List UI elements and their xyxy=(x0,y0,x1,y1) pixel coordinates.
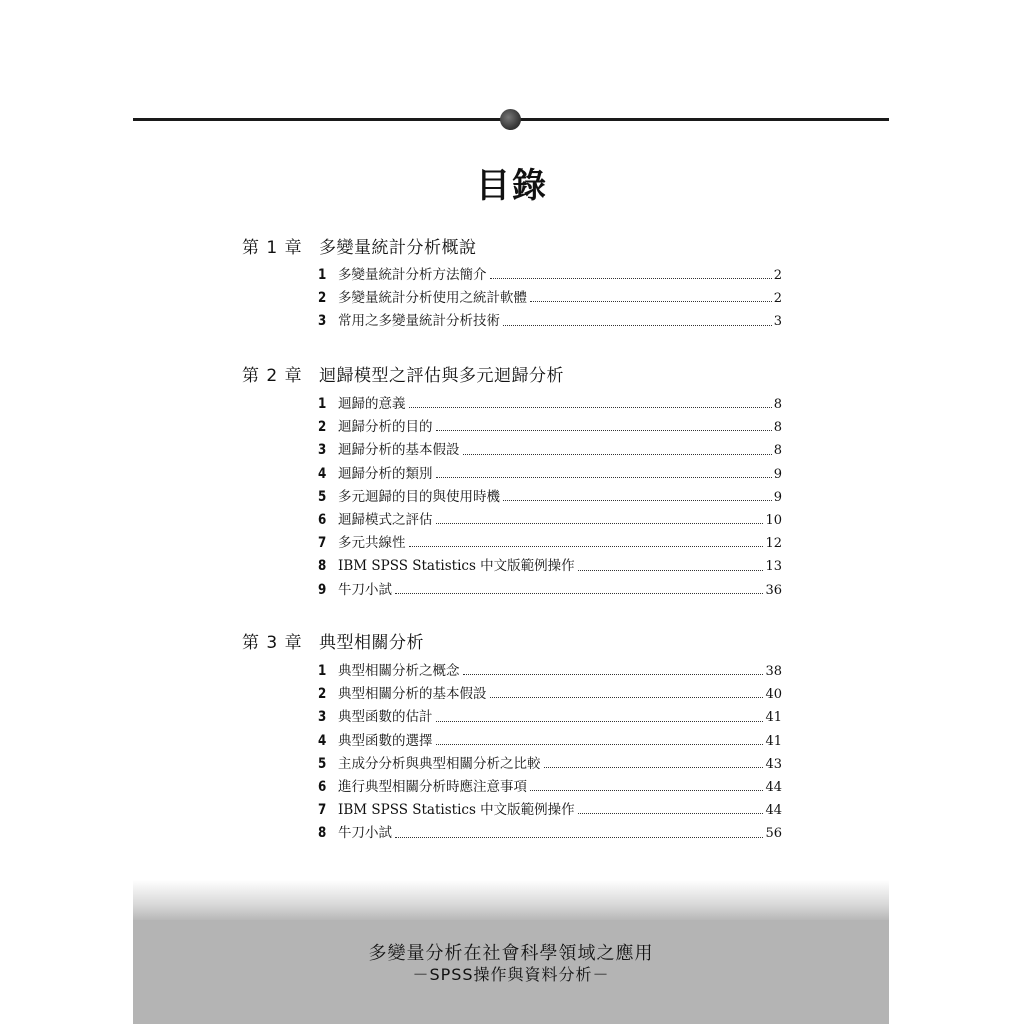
toc-entry[interactable] xyxy=(318,705,782,728)
chapter-label: 第 3 章 xyxy=(242,633,303,653)
entry-title: 牛刀小試 xyxy=(338,581,392,598)
entry-page: 40 xyxy=(765,687,782,703)
entry-page: 10 xyxy=(765,512,782,528)
entry-title: 迴歸分析的類別 xyxy=(338,465,433,482)
entry-number: 2 xyxy=(318,290,327,307)
chapter-name: 典型相關分析 xyxy=(319,633,424,653)
chapter-label: 第 1 章 xyxy=(242,238,303,258)
toc-entry[interactable] xyxy=(318,438,782,461)
dot-leader xyxy=(578,812,764,814)
dot-leader xyxy=(436,476,772,478)
entry-title: 迴歸分析的目的 xyxy=(338,419,433,436)
entry-title: 迴歸模式之評估 xyxy=(338,511,433,528)
dot-leader xyxy=(463,673,764,675)
entry-page: 2 xyxy=(773,291,782,307)
dot-leader xyxy=(490,277,772,279)
entry-page: 9 xyxy=(773,466,782,482)
dot-leader xyxy=(578,569,764,571)
toc-entry[interactable] xyxy=(318,659,782,682)
entry-page: 3 xyxy=(773,314,782,330)
toc-entry[interactable] xyxy=(318,392,782,415)
entry-number: 1 xyxy=(318,663,327,679)
chapter-2-entries xyxy=(318,392,782,601)
entry-title: 進行典型相關分析時應注意事項 xyxy=(338,778,527,795)
entry-title: 典型相關分析之概念 xyxy=(338,663,460,679)
entry-number: 1 xyxy=(318,396,327,412)
entry-number: 4 xyxy=(318,732,327,749)
entry-title: 典型函數的估計 xyxy=(338,709,433,726)
dot-leader xyxy=(436,522,764,524)
toc-entry[interactable] xyxy=(318,263,782,286)
entry-number: 8 xyxy=(318,825,327,842)
dot-leader xyxy=(490,696,764,698)
header-rule-dot xyxy=(500,109,521,130)
toc-entry[interactable] xyxy=(318,578,782,601)
entry-title: 多元共線性 xyxy=(338,535,406,552)
entry-title: 迴歸的意義 xyxy=(338,396,406,412)
toc-entry[interactable] xyxy=(318,286,782,309)
entry-page: 41 xyxy=(765,733,782,749)
dot-leader xyxy=(463,453,772,455)
toc-entry[interactable] xyxy=(318,309,782,332)
entry-title: 多元迴歸的目的與使用時機 xyxy=(338,488,500,505)
toc-entry[interactable] xyxy=(318,415,782,438)
entry-page: 8 xyxy=(773,420,782,436)
entry-number: 5 xyxy=(318,488,327,505)
book-subtitle: －SPSS操作與資料分析－ xyxy=(412,965,610,984)
dot-leader xyxy=(530,789,763,791)
entry-page: 2 xyxy=(773,268,782,283)
book-footer xyxy=(133,920,889,1024)
entry-number: 6 xyxy=(318,511,327,528)
toc-entry[interactable] xyxy=(318,682,782,705)
entry-page: 44 xyxy=(765,779,782,795)
entry-page: 56 xyxy=(765,826,782,842)
entry-title: IBM SPSS Statistics 中文版範例操作 xyxy=(338,802,575,819)
toc-entry[interactable] xyxy=(318,485,782,508)
toc-entry[interactable] xyxy=(318,729,782,752)
dot-leader xyxy=(436,720,764,722)
chapter-1-entries xyxy=(318,263,782,333)
toc-entry[interactable] xyxy=(318,554,782,577)
chapter-heading-1[interactable] xyxy=(242,233,477,258)
entry-title: 多變量統計分析方法簡介 xyxy=(338,267,487,283)
dot-leader xyxy=(503,499,772,501)
entry-page: 44 xyxy=(765,803,782,819)
dot-leader xyxy=(530,300,772,302)
dot-leader xyxy=(409,545,764,547)
dot-leader xyxy=(503,324,772,326)
dot-leader xyxy=(395,836,763,838)
entry-title: 常用之多變量統計分析技術 xyxy=(338,313,500,330)
toc-entry[interactable] xyxy=(318,752,782,775)
entry-title: 典型函數的選擇 xyxy=(338,732,433,749)
entry-title: 典型相關分析的基本假設 xyxy=(338,686,487,703)
entry-page: 12 xyxy=(765,536,782,552)
entry-number: 2 xyxy=(318,686,327,703)
toc-entry[interactable] xyxy=(318,508,782,531)
toc-entry[interactable] xyxy=(318,531,782,554)
dot-leader xyxy=(544,766,764,768)
entry-page: 13 xyxy=(765,559,782,575)
entry-page: 8 xyxy=(773,443,782,459)
entry-number: 5 xyxy=(318,755,327,772)
entry-number: 9 xyxy=(318,581,327,598)
entry-title: 迴歸分析的基本假設 xyxy=(338,442,460,459)
toc-entry[interactable] xyxy=(318,798,782,821)
toc-entry[interactable] xyxy=(318,775,782,798)
dot-leader xyxy=(436,743,764,745)
dot-leader xyxy=(436,429,772,431)
entry-title: 牛刀小試 xyxy=(338,825,392,842)
toc-entry[interactable] xyxy=(318,821,782,844)
entry-number: 7 xyxy=(318,802,327,819)
entry-page: 43 xyxy=(765,756,782,772)
entry-number: 3 xyxy=(318,442,327,459)
dot-leader xyxy=(395,592,763,594)
entry-number: 4 xyxy=(318,465,327,482)
chapter-name: 多變量統計分析概說 xyxy=(319,238,477,258)
chapter-3-entries xyxy=(318,659,782,845)
entry-number: 7 xyxy=(318,535,327,552)
page-title: 目錄 xyxy=(476,166,548,206)
dot-leader xyxy=(409,406,772,408)
chapter-name: 迴歸模型之評估與多元迴歸分析 xyxy=(319,366,564,386)
entry-page: 38 xyxy=(765,664,782,679)
footer-gradient xyxy=(133,880,889,920)
entry-number: 8 xyxy=(318,558,327,575)
entry-number: 3 xyxy=(318,313,327,330)
entry-page: 8 xyxy=(773,397,782,412)
book-title: 多變量分析在社會科學領域之應用 xyxy=(368,943,654,964)
entry-page: 36 xyxy=(765,582,782,598)
chapter-heading-3[interactable] xyxy=(242,628,424,653)
toc-entry[interactable] xyxy=(318,462,782,485)
entry-number: 6 xyxy=(318,778,327,795)
entry-number: 2 xyxy=(318,419,327,436)
chapter-heading-2[interactable] xyxy=(242,361,564,386)
chapter-label: 第 2 章 xyxy=(242,366,303,386)
entry-title: IBM SPSS Statistics 中文版範例操作 xyxy=(338,558,575,575)
entry-number: 3 xyxy=(318,709,327,726)
entry-page: 9 xyxy=(773,489,782,505)
entry-title: 主成分分析與典型相關分析之比較 xyxy=(338,755,541,772)
entry-page: 41 xyxy=(765,710,782,726)
entry-number: 1 xyxy=(318,267,327,283)
entry-title: 多變量統計分析使用之統計軟體 xyxy=(338,290,527,307)
